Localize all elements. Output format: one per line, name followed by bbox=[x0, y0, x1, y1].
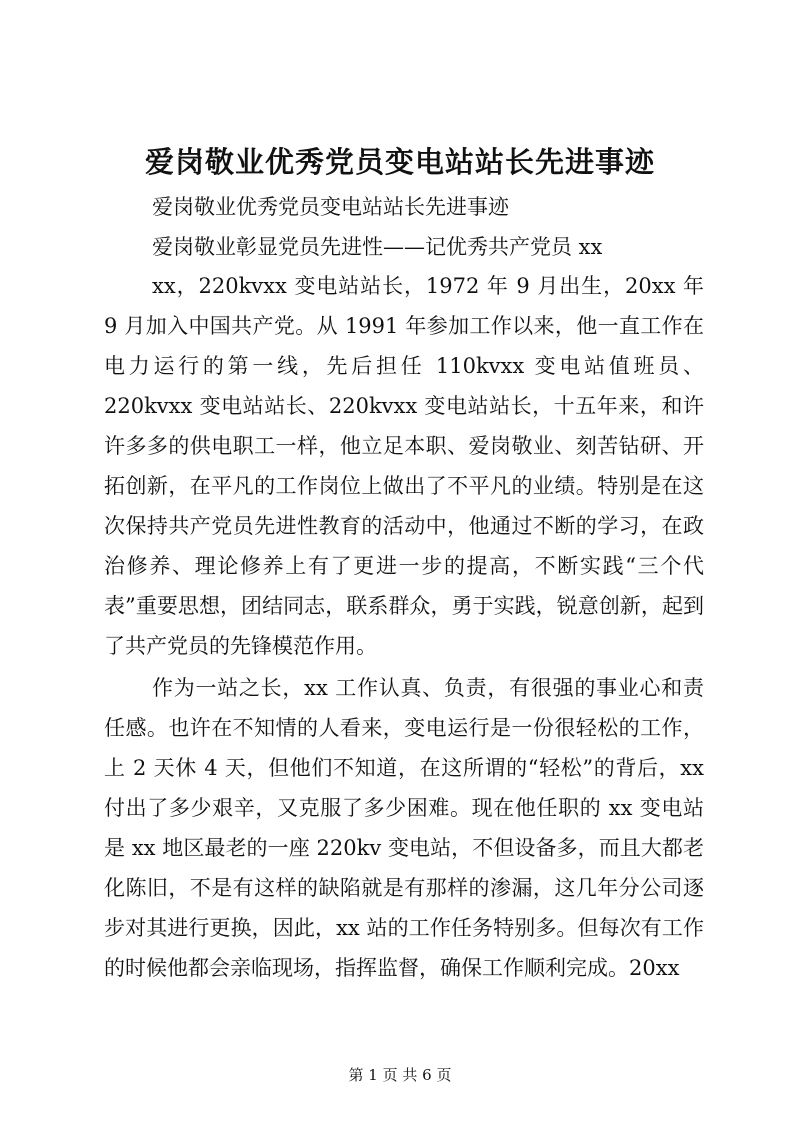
document-heading: 爱岗敬业彰显党员先进性——记优秀共产党员 xx bbox=[152, 235, 603, 259]
body-paragraph-1: xx，220kvxx 变电站站长，1972 年 9 月出生，20xx 年 9 月加入中国共产党。从 1991 年参加工作以来，他一直工作在电力运行的第一线，先后担任 110kvxx 变电站值班员、220kvxx 变电站站长、220kvxx 变电站站长，十五年来，和许许多多的供电职工一样，他立足本职、爱岗敬业、刻苦钻研、开拓创新，在平凡的工作岗位上做出了不平凡的业绩。特别是在这次保持共产党员先进性教育的活动中，他通过不断的学习，在政治修养、理论修养上有了更进一步的提高，不断实践“三个代表”重要思想，团结同志，联系群众，勇于实践，锐意创新，起到了共产党员的先锋模范作用。 bbox=[104, 274, 704, 658]
document-title: 爱岗敬业优秀党员变电站站长先进事迹 bbox=[144, 145, 655, 179]
page-number-footer: 第 1 页 共 6 页 bbox=[348, 1066, 452, 1084]
document-subtitle: 爱岗敬业优秀党员变电站站长先进事迹 bbox=[152, 195, 509, 219]
body-paragraph-2: 作为一站之长，xx 工作认真、负责，有很强的事业心和责任感。也许在不知情的人看来，变电运行是一份很轻松的工作，上 2 天休 4 天，但他们不知道，在这所谓的“轻松”的背后，xx 付出了多少艰辛，又克服了多少困难。现在他任职的 xx 变电站是 xx 地区最老的一座 220kv 变电站，不但设备多，而且大都老化陈旧，不是有这样的缺陷就是有那样的渗漏，这几年分公司逐步对其进行更换，因此，xx 站的工作任务特别多。但每次有工作的时候他都会亲临现场，指挥监督，确保工作顺利完成。20xx bbox=[104, 676, 704, 980]
